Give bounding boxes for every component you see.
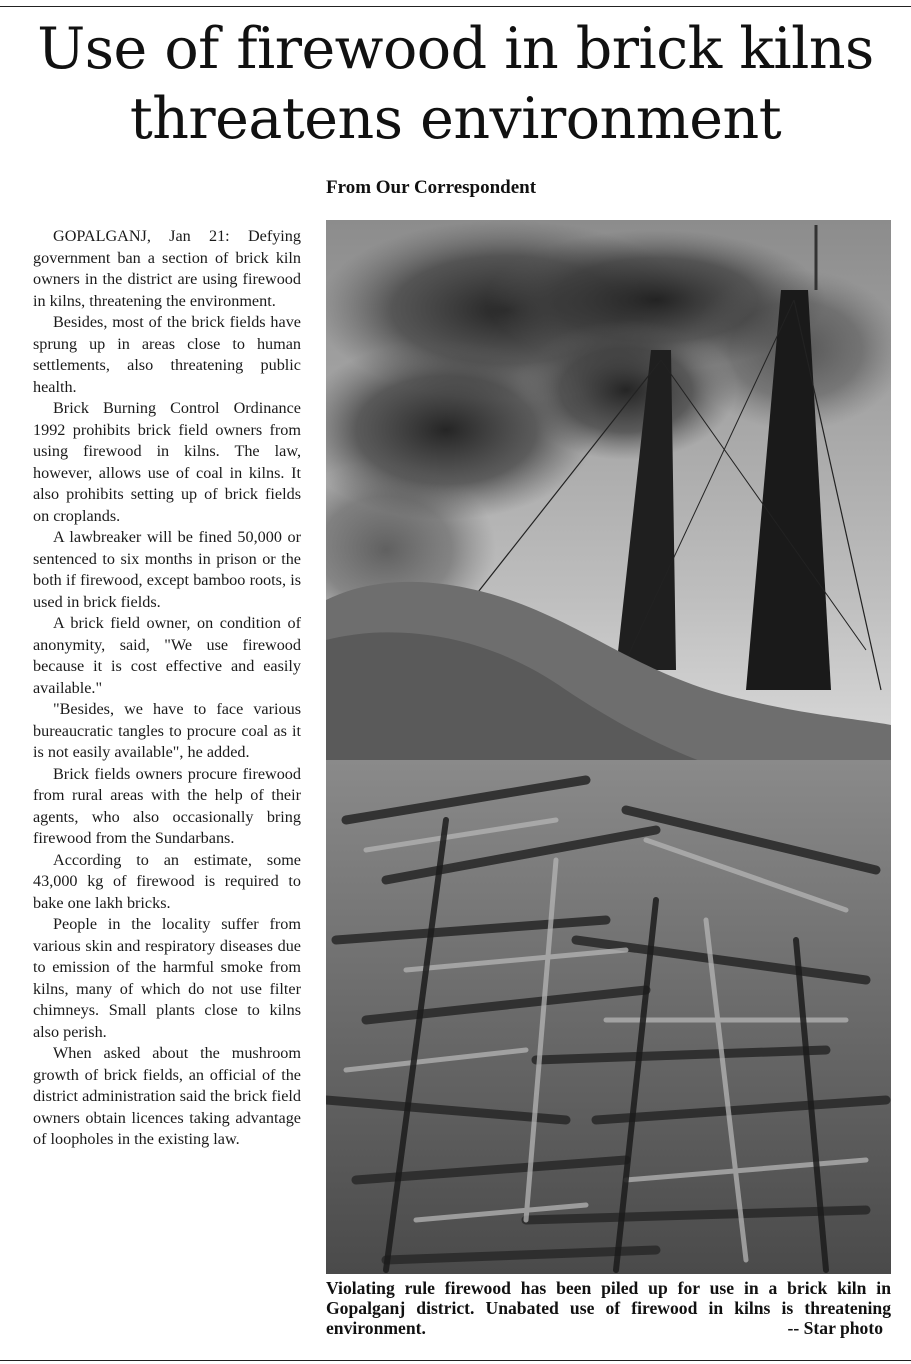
- article-paragraph: "Besides, we have to face various bureaucratic tangles to procure coal as it is not easily available", he added.: [33, 700, 301, 761]
- byline: From Our Correspondent: [326, 177, 537, 198]
- article-paragraph: GOPALGANJ, Jan 21: Defying government ban a section of brick kiln owners in the district are using firewood in kilns, threatening the environment.: [33, 227, 301, 310]
- photo-caption-text: Violating rule firewood has been piled up for use in a brick kiln in Gopalganj district. Unabated use of firewood in kilns is threatening environment.: [326, 1278, 891, 1338]
- article-paragraph: When asked about the mushroom growth of brick fields, an official of the district administration said the brick field owners obtain licences taking advantage of loopholes in the existing law.: [33, 1044, 301, 1148]
- bottom-rule: [0, 1360, 911, 1361]
- headline-line-1: Use of firewood in brick kilns: [37, 16, 874, 82]
- article-paragraph: People in the locality suffer from various skin and respiratory diseases due to emission of the harmful smoke from kilns, many of which do not use filter chimneys. Small plants close to kilns also perish.: [33, 915, 301, 1041]
- article-paragraph: A lawbreaker will be fined 50,000 or sentenced to six months in prison or the both if firewood, except bamboo roots, is used in brick fields.: [33, 528, 301, 611]
- photo-caption: [326, 1278, 891, 1338]
- photo-credit: -- Star photo: [787, 1318, 883, 1338]
- article-paragraph: A brick field owner, on condition of anonymity, said, "We use firewood because it is cost effective and easily available.": [33, 614, 301, 697]
- article-paragraph: Brick fields owners procure firewood from rural areas with the help of their agents, who also occasionally bring firewood from the Sundarbans.: [33, 764, 301, 847]
- article-paragraph: Besides, most of the brick fields have sprung up in areas close to human settlements, also threatening public health.: [33, 313, 301, 396]
- headline-line-2: threatens environment: [129, 86, 782, 152]
- article-paragraph: Brick Burning Control Ordinance 1992 prohibits brick field owners from using firewood in kilns. The law, however, allows use of coal in kilns. It also prohibits setting up of brick fields on croplands.: [33, 399, 301, 525]
- headline: [0, 14, 911, 154]
- kiln-photo: [326, 220, 891, 1274]
- kiln-photo-illustration: [326, 220, 891, 1274]
- article-paragraph: According to an estimate, some 43,000 kg of firewood is required to bake one lakh bricks.: [33, 850, 301, 912]
- top-rule: [0, 6, 911, 7]
- article-body: [33, 226, 301, 1151]
